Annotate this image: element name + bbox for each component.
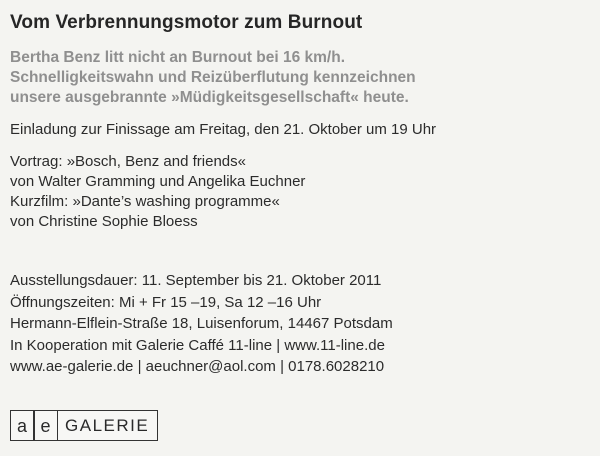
program-line: von Christine Sophie Bloess xyxy=(10,213,198,230)
program-block xyxy=(10,152,590,232)
lead-line: Schnelligkeitswahn und Reizüberflutung kennzeichnen xyxy=(10,69,416,86)
logo-letter-e: e xyxy=(40,415,51,436)
lead-line: unsere ausgebrannte »Müdigkeitsgesellschaft« heute. xyxy=(10,89,409,106)
program-line: Kurzfilm: »Dante’s washing programme« xyxy=(10,193,280,210)
logo-letter-a: a xyxy=(17,415,28,436)
cooperation: In Kooperation mit Galerie Caffé 11-line | www.11-line.de xyxy=(10,336,385,354)
exhibition-dates: Ausstellungsdauer: 11. September bis 21. Oktober 2011 xyxy=(10,272,382,289)
lead-paragraph xyxy=(10,48,590,108)
opening-hours: Öffnungszeiten: Mi + Fr 15 –19, Sa 12 –16 Uhr xyxy=(10,293,322,311)
details-block xyxy=(10,270,590,378)
lead-line: Bertha Benz litt nicht an Burnout bei 16 km/h. xyxy=(10,49,346,66)
invitation-card xyxy=(10,10,590,378)
invitation-text: Einladung zur Finissage am Freitag, den 21. Oktober um 19 Uhr xyxy=(10,121,437,138)
program-line: Vortrag: »Bosch, Benz and friends« xyxy=(10,153,246,170)
logo-word: GALERIE xyxy=(65,416,150,435)
contact-info: www.ae-galerie.de | aeuchner@aol.com | 0178.6028210 xyxy=(10,358,385,375)
headline: Vom Verbrennungsmotor zum Burnout xyxy=(10,12,363,33)
ae-galerie-logo xyxy=(10,410,158,441)
program-line: von Walter Gramming und Angelika Euchner xyxy=(10,173,306,190)
address: Hermann-Elflein-Straße 18, Luisenforum, 14467 Potsdam xyxy=(10,315,393,332)
